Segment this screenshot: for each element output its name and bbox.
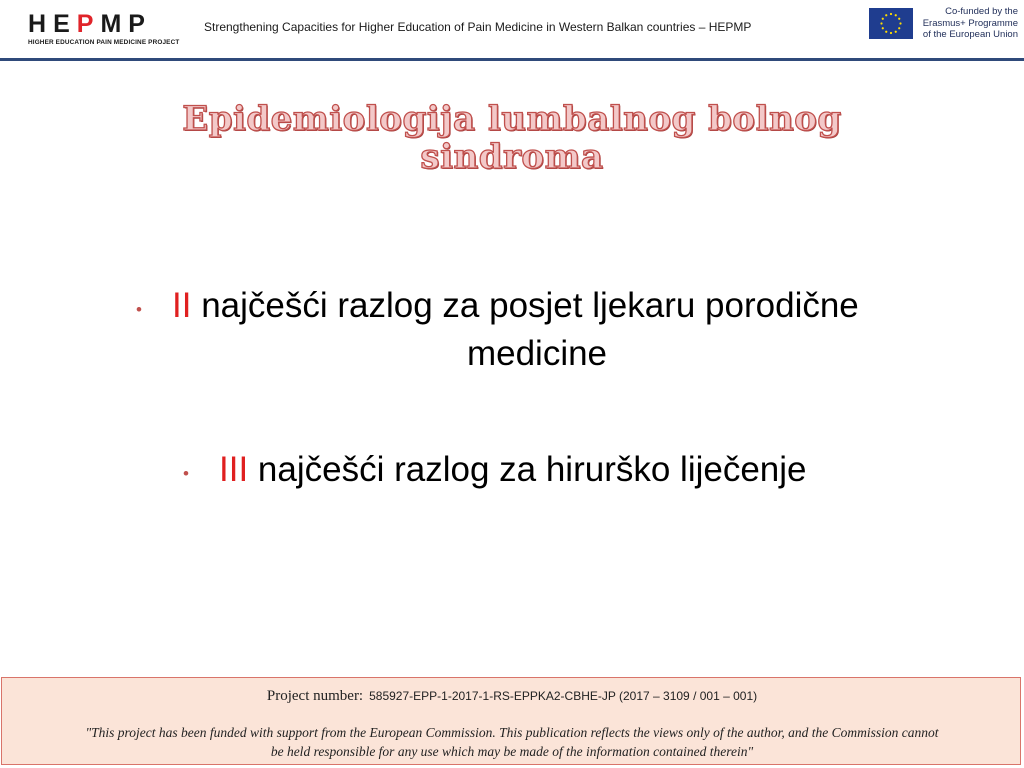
- eu-star-icon: [895, 14, 897, 16]
- bullet-item: [136, 282, 962, 378]
- eu-text-line: of the European Union: [922, 29, 1018, 40]
- eu-star-icon: [890, 13, 892, 15]
- project-number-line: [2, 686, 1022, 705]
- bullet-text-continuation: medicine: [466, 334, 608, 373]
- logo-letter-p: P: [128, 10, 152, 38]
- logo-letter-p-red: P: [76, 10, 101, 38]
- bullet-icon: •: [183, 464, 189, 483]
- eu-star-icon: [898, 18, 900, 20]
- eu-text-line: Erasmus+ Programme: [922, 17, 1018, 29]
- bullet-ordinal: II: [172, 286, 192, 325]
- eu-cofunded-text: [918, 6, 1018, 41]
- disclaimer-line: "This project has been funded with support from the European Commission. This publication reflects the views only of the author, and the Commission cannot: [85, 725, 939, 740]
- logo-subtitle: HIGHER EDUCATION PAIN MEDICINE PROJECT: [28, 39, 180, 46]
- logo-letter-m: M: [100, 10, 129, 38]
- bullet-text: najčešći razlog za hirurško liječenje: [257, 450, 807, 489]
- slide-title-line: sindroma: [420, 137, 604, 177]
- eu-star-icon: [895, 31, 897, 33]
- project-number-value: 585927-EPP-1-2017-1-RS-EPPKA2-CBHE-JP (2017 – 3109 / 001 – 001): [369, 689, 758, 703]
- disclaimer-line: be held responsible for any use which may be made of the information contained therein": [270, 744, 754, 759]
- header-title: Strengthening Capacities for Higher Education of Pain Medicine in Western Balkan countries – HEPMP: [204, 20, 752, 34]
- bullet-line: [172, 282, 962, 330]
- eu-flag-icon: [869, 8, 913, 39]
- page-header: [0, 0, 1024, 58]
- eu-star-icon: [890, 32, 892, 34]
- eu-text-line: Co-funded by the: [945, 6, 1018, 17]
- slide-title: [112, 100, 912, 176]
- eu-star-icon: [899, 22, 901, 24]
- logo-letter-e: E: [53, 10, 77, 38]
- eu-star-icon: [885, 31, 887, 33]
- header-divider: [0, 58, 1024, 61]
- eu-star-icon: [880, 22, 882, 24]
- funding-disclaimer: [12, 723, 1012, 761]
- bullet-item: [183, 446, 919, 494]
- logo-letter-h: H: [28, 10, 54, 38]
- bullet-icon: •: [136, 300, 142, 319]
- logo-wordmark: [28, 10, 152, 38]
- project-number-label: Project number:: [266, 688, 364, 704]
- page-footer: [1, 677, 1021, 765]
- bullet-ordinal: III: [219, 450, 249, 489]
- eu-star-icon: [898, 27, 900, 29]
- bullet-text: najčešći razlog za posjet ljekaru porodične: [201, 286, 859, 325]
- slide-title-line: Epidemiologija lumbalnog bolnog: [182, 99, 842, 139]
- eu-star-icon: [885, 14, 887, 16]
- eu-star-icon: [882, 27, 884, 29]
- hepmp-logo: [28, 10, 188, 50]
- eu-star-icon: [882, 18, 884, 20]
